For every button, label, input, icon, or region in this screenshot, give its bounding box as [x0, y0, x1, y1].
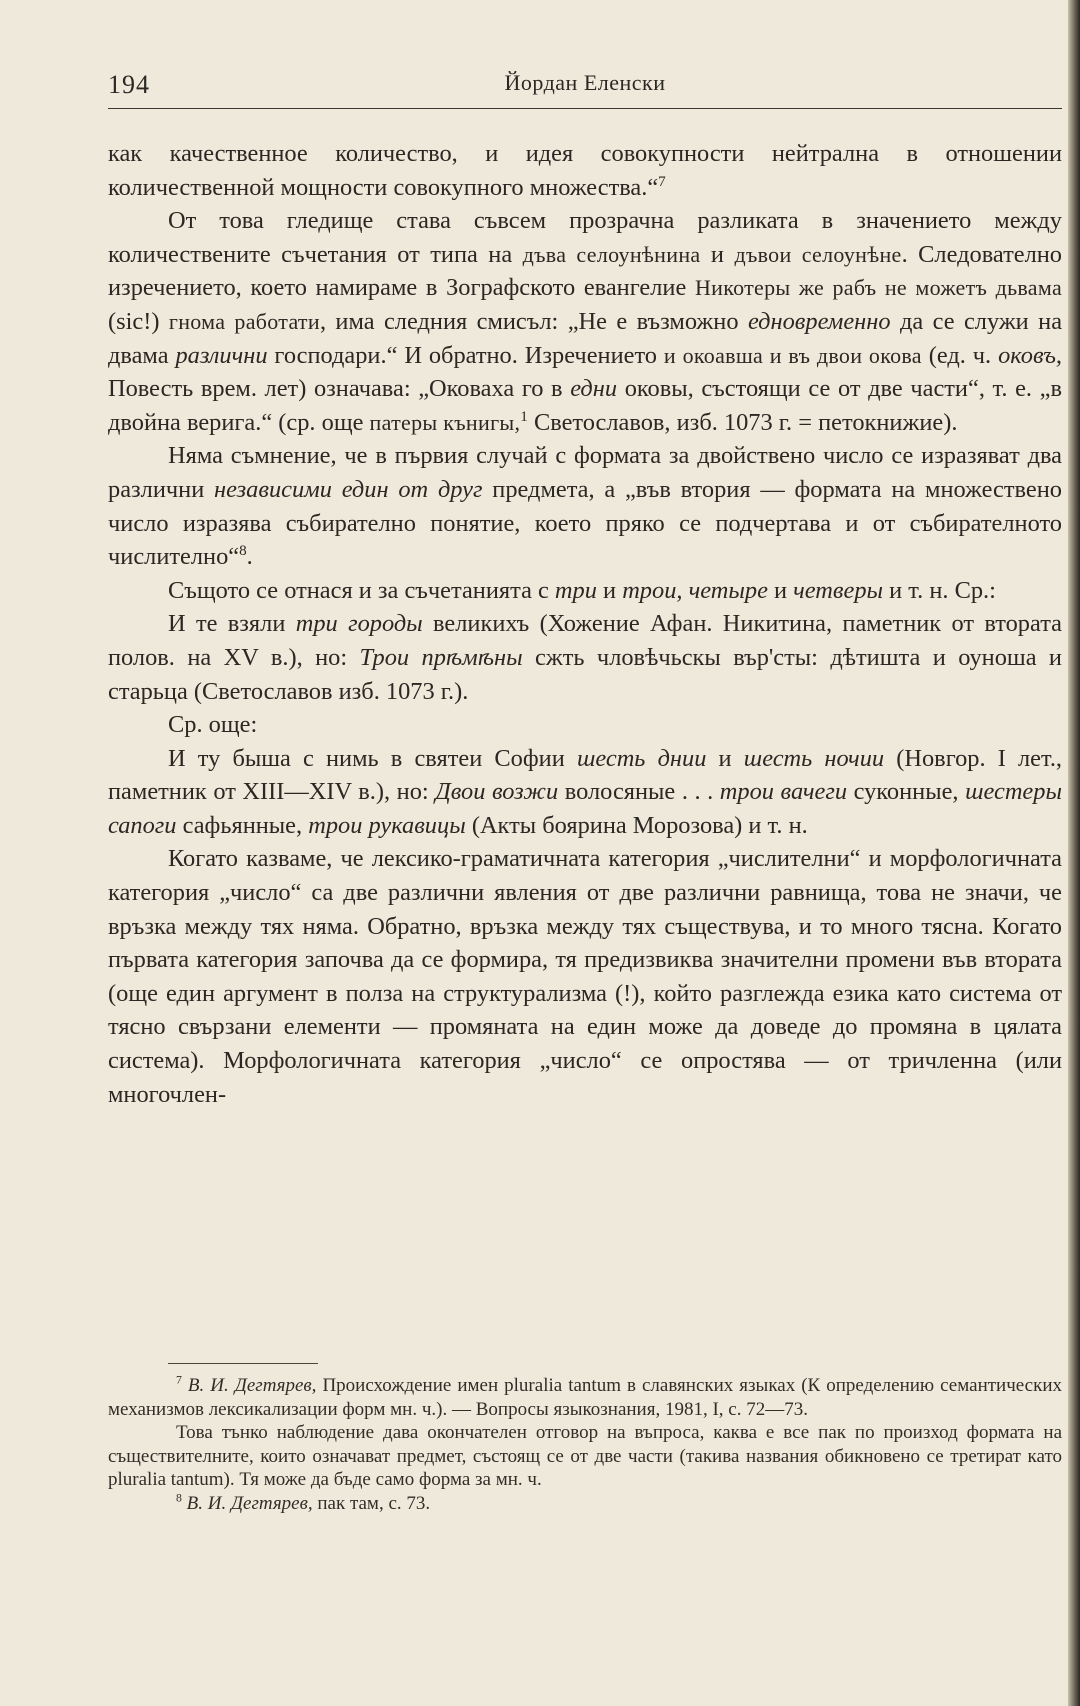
text-run: . Следователно изречението, което намираме в Зографското евангелие: [108, 240, 1062, 302]
text-run: (Новгор. I лет., паметник от XIII—XIV в.), но:: [108, 744, 1063, 806]
italic-text: три: [554, 576, 597, 604]
old-slavonic-quote: гнома работати: [168, 308, 320, 334]
italic-text: трои рукавицы: [308, 811, 466, 839]
paragraph: [108, 742, 1062, 843]
italic-text: шесть ночии: [743, 744, 885, 772]
footnote-ref: 8: [176, 1491, 182, 1505]
italic-text: независими един от друг: [214, 475, 483, 503]
italic-text: едни: [570, 375, 618, 403]
old-slavonic-quote: дъва селоунѣнина: [522, 241, 701, 267]
text-run: и: [706, 744, 744, 772]
text-run: великихъ (Хожение Афан. Никитина, паметник от втората полов. на XV в.), но:: [108, 610, 1062, 671]
text-run: и: [767, 576, 794, 604]
text-run: да се служи на двама: [108, 307, 1063, 369]
text-run: Светославов, изб. 1073 г. = петокнижие).: [527, 408, 958, 436]
italic-text: шесть днии: [576, 744, 707, 772]
footnote-ref: 7: [658, 173, 666, 190]
footnote: [108, 1492, 1062, 1516]
old-slavonic-quote: и окоавша и въ двои окова: [663, 342, 922, 368]
paragraph: [108, 607, 1062, 708]
paragraph: [108, 708, 1062, 742]
text-run: пак там, с. 73.: [312, 1492, 431, 1514]
running-head: Йордан Еленски: [504, 70, 666, 95]
italic-text: трои,: [622, 576, 683, 604]
text-run: И те взяли: [168, 610, 296, 638]
text-run: сжть чловѣчьскы вър'сты: дѣтишта и оуноша и старьца (Светославов изб. 1073 г.).: [108, 643, 1062, 705]
paragraph: [108, 204, 1062, 439]
italic-text: едновременно: [747, 307, 891, 335]
italic-text: Двои возжи: [435, 778, 559, 806]
text-run: предмета, а „във втория — формата на множествено число изразява събирателно понятие, което пряко се подчертава и от събирателното числително“: [108, 475, 1062, 571]
italic-text: трои вачеги: [719, 778, 848, 806]
italic-text: три городы: [295, 610, 423, 638]
page-binding-edge: [1068, 0, 1080, 1706]
page-number: 194: [108, 70, 150, 99]
footnote-ref: 7: [176, 1373, 182, 1387]
text-run: и: [596, 576, 623, 604]
italic-text: четверы: [793, 576, 884, 604]
text-run: оковы, състоящи се от две части“, т. е. „в двойна верига.“ (ср. още: [108, 375, 1063, 436]
text-run: Няма съмнение, че в първия случай с формата за двойствено число се изразяват два различни: [108, 442, 1062, 503]
text-run: суконные,: [847, 778, 966, 806]
italic-text: Трои прѣмѣны: [359, 643, 523, 671]
paragraph: [108, 574, 1062, 608]
text-run: сафьянные,: [176, 811, 309, 839]
text-run: волосяные . . .: [558, 778, 720, 806]
text-run: Происхождение имен pluralia tantum в славянских языках (К определению семантических механизмов лексикализации форм мн. ч.). — Вопросы языкознания, 1981, I, с. 72—73.: [108, 1375, 1063, 1420]
body-text: [108, 137, 1062, 1111]
text-run: Повесть врем. лет) означава: „Оковаха го в: [108, 375, 571, 403]
paragraph: [108, 137, 1062, 204]
text-run: господари.“ И обратно. Изречението: [267, 341, 664, 369]
italic-text: В. И. Дегтярев,: [186, 1492, 313, 1514]
text-run: Това тънко наблюдение дава окончателен отговор на въпроса, каква е все пак по произход формата на съществителните, които означават предмет, състоящ се от две части (такива названия обикновено се третират като pluralia tantum). Тя може да бъде само форма за мн. ч.: [108, 1422, 1062, 1490]
footnote-ref: 8: [239, 543, 247, 559]
text-run: От това гледище става съвсем прозрачна разликата в значението между количествените съчетания от типа на: [108, 207, 1062, 268]
footnote: [108, 1374, 1062, 1421]
text-run: Ср. още:: [168, 711, 258, 739]
footnote: [108, 1421, 1062, 1492]
text-run: (ед. ч.: [921, 341, 999, 369]
text-run: Същото се отнася и за съчетанията с: [168, 576, 555, 604]
text-run: как качественное количество, и идея совокупности нейтрална в отношении количественной мощности совокупного множества.“: [108, 140, 1062, 201]
italic-text: четыре: [688, 576, 768, 604]
footnotes: [108, 1363, 1062, 1515]
italic-text: оковъ,: [998, 341, 1062, 369]
italic-text: В. И. Дегтярев,: [187, 1375, 317, 1396]
text-run: .: [246, 543, 253, 571]
italic-text: шестеры сапоги: [108, 778, 1062, 839]
old-slavonic-quote: Никотеры же рабъ не можетъ дьвама: [694, 275, 1063, 301]
old-slavonic-quote: патеры кънигы,: [369, 409, 521, 435]
paragraph: [108, 439, 1062, 573]
footnote-ref: 1: [520, 408, 528, 425]
text-run: , има следния смисъл: „Не е възможно: [319, 307, 748, 335]
old-slavonic-quote: дъвои селоунѣне: [734, 241, 902, 267]
page-header: [108, 68, 1062, 109]
text-run: и т. н. Ср.:: [883, 576, 996, 604]
italic-text: различни: [175, 341, 268, 369]
text-run: и: [700, 240, 735, 268]
text-run: (sic!): [108, 307, 169, 335]
text-run: (Акты боярина Морозова) и т. н.: [465, 811, 808, 839]
text-run: И ту быша с нимь в святеи Софии: [168, 744, 577, 772]
footnote-rule: [168, 1363, 318, 1364]
text-run: Когато казваме, че лексико-граматичната категория „числителни“ и морфологичната категория „число“ са две различни явления от две различни равнища, това не значи, че връзка между тях няма. Обратно, връзка между тях съществува, и то много тясна. Когато първата категория започва да се формира, тя предизвиква значителни промени във втората (още един аргумент в полза на структурализма (!), който разглежда езика като система от тясно свързани елементи — промяната на един може да доведе до промяна в цялата система). Морфологичната категория „число“ се опростява — от тричленна (или многочлен-: [108, 845, 1062, 1108]
paragraph: [108, 842, 1062, 1111]
